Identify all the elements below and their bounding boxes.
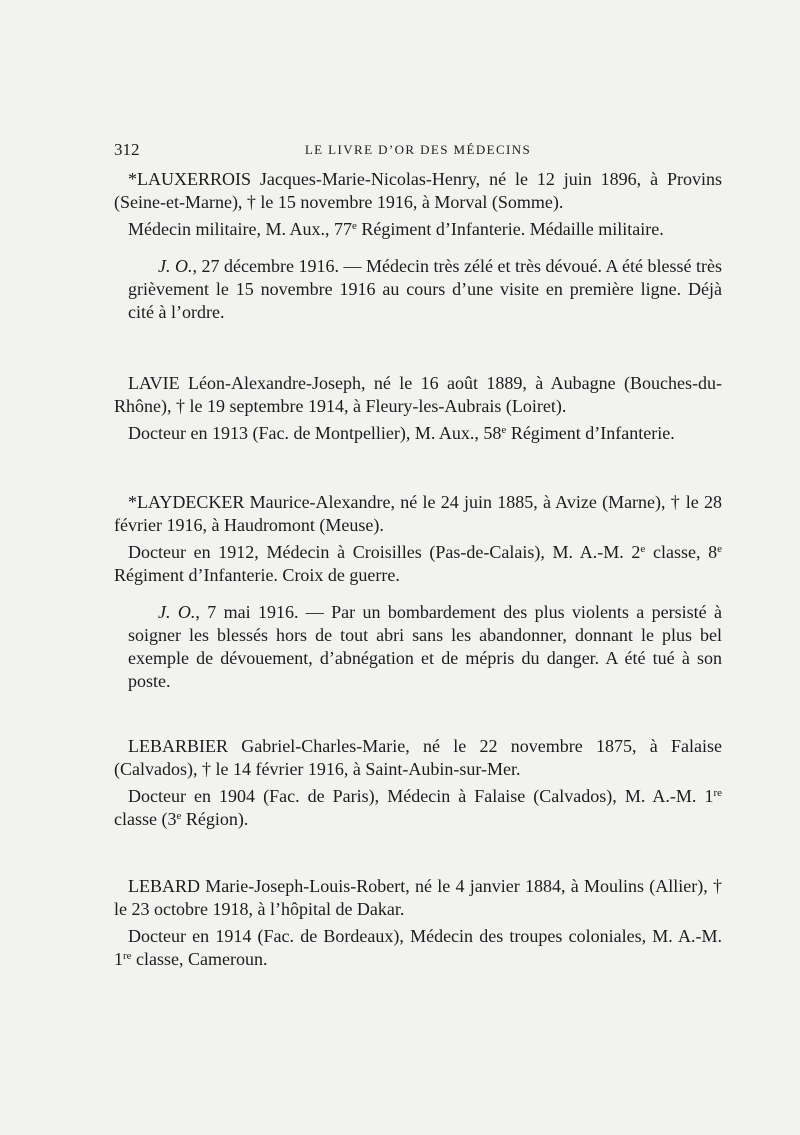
entry-career <box>114 422 722 445</box>
career-text: Docteur en 1914 (Fac. de Bordeaux), Médecin des troupes coloniales, M. A.-M. 1 <box>114 926 722 969</box>
career-superscript: re <box>713 787 722 799</box>
career-tail: classe, Cameroun. <box>131 949 268 969</box>
career-tail: Région). <box>181 809 249 829</box>
citation-source: J. O. <box>158 602 196 622</box>
entry-citation <box>128 601 722 693</box>
entry-name: LEBARD <box>128 876 200 896</box>
entry-name: LAVIE <box>128 373 180 393</box>
career-superscript-2: e <box>717 543 722 555</box>
entry-career <box>114 541 722 587</box>
entry-lebarbier <box>114 735 722 831</box>
citation-text: , 7 mai 1916. — Par un bombardement des plus violents a persisté à soigner les blessés hors de tout abri sans les abandonner, donnant le plus bel exemple de dévouement, d’abnégation et de mépris du danger. A été tué à son poste. <box>128 602 722 691</box>
running-title: LE LIVRE D’OR DES MÉDECINS <box>304 142 532 157</box>
entry-identity <box>114 372 722 418</box>
career-superscript: e <box>640 543 646 555</box>
entry-identity-text: Maurice-Alexandre, né le 24 juin 1885, à Avize (Marne), † le 28 février 1916, à Haudromont (Meuse). <box>114 492 722 535</box>
entry-identity-text: Marie-Joseph-Louis-Robert, né le 4 janvier 1884, à Moulins (Allier), † le 23 octobre 1918, à l’hôpital de Dakar. <box>114 876 722 919</box>
entry-lauxerrois <box>114 168 722 324</box>
entry-laydecker <box>114 491 722 693</box>
career-superscript-2: e <box>176 810 182 822</box>
career-tail: Régiment d’Infanterie. Médaille militaire. <box>356 219 664 239</box>
entry-identity <box>114 875 722 921</box>
page-body <box>114 168 722 1015</box>
entry-lebard <box>114 875 722 971</box>
entry-career <box>114 218 722 241</box>
entry-lavie <box>114 372 722 445</box>
entry-name: LEBARBIER <box>128 736 229 756</box>
career-text: Docteur en 1912, Médecin à Croisilles (Pas-de-Calais), M. A.-M. 2 <box>128 542 641 562</box>
career-tail: Régiment d’Infanterie. <box>506 423 675 443</box>
entry-identity <box>114 168 722 214</box>
citation-source: J. O. <box>158 256 193 276</box>
career-superscript: e <box>351 220 357 232</box>
entry-career <box>114 925 722 971</box>
career-superscript: e <box>501 424 507 436</box>
entry-citation <box>128 255 722 324</box>
entry-identity-text: Jacques-Marie-Nicolas-Henry, né le 12 juin 1896, à Provins (Seine-et-Marne), † le 15 novembre 1916, à Morval (Somme). <box>114 169 722 212</box>
citation-text: , 27 décembre 1916. — Médecin très zélé et très dévoué. A été blessé très grièvement le 15 novembre 1916 au cours d’une visite en première ligne. Déjà cité à l’ordre. <box>128 256 723 322</box>
career-middle: classe (3 <box>114 809 177 829</box>
entry-identity <box>114 735 722 781</box>
citation-paragraph <box>128 255 722 324</box>
career-superscript: re <box>123 950 132 962</box>
career-tail: Régiment d’Infanterie. Croix de guerre. <box>114 565 400 585</box>
citation-paragraph <box>128 601 722 693</box>
entry-career <box>114 785 722 831</box>
career-middle: classe, 8 <box>645 542 718 562</box>
entry-name: *LAYDECKER <box>128 492 245 512</box>
career-text: Docteur en 1913 (Fac. de Montpellier), M. Aux., 58 <box>128 423 502 443</box>
entry-name: *LAUXERROIS <box>128 169 252 189</box>
career-text: Docteur en 1904 (Fac. de Paris), Médecin à Falaise (Calvados), M. A.-M. 1 <box>128 786 714 806</box>
career-text: Médecin militaire, M. Aux., 77 <box>128 219 352 239</box>
page-header <box>114 140 722 162</box>
entry-identity <box>114 491 722 537</box>
page-number: 312 <box>114 140 140 159</box>
entry-identity-text: Léon-Alexandre-Joseph, né le 16 août 1889, à Aubagne (Bouches-du-Rhône), † le 19 septembre 1914, à Fleury-les-Aubrais (Loiret). <box>114 373 722 416</box>
entry-identity-text: Gabriel-Charles-Marie, né le 22 novembre 1875, à Falaise (Calvados), † le 14 février 1916, à Saint-Aubin-sur-Mer. <box>114 736 722 779</box>
